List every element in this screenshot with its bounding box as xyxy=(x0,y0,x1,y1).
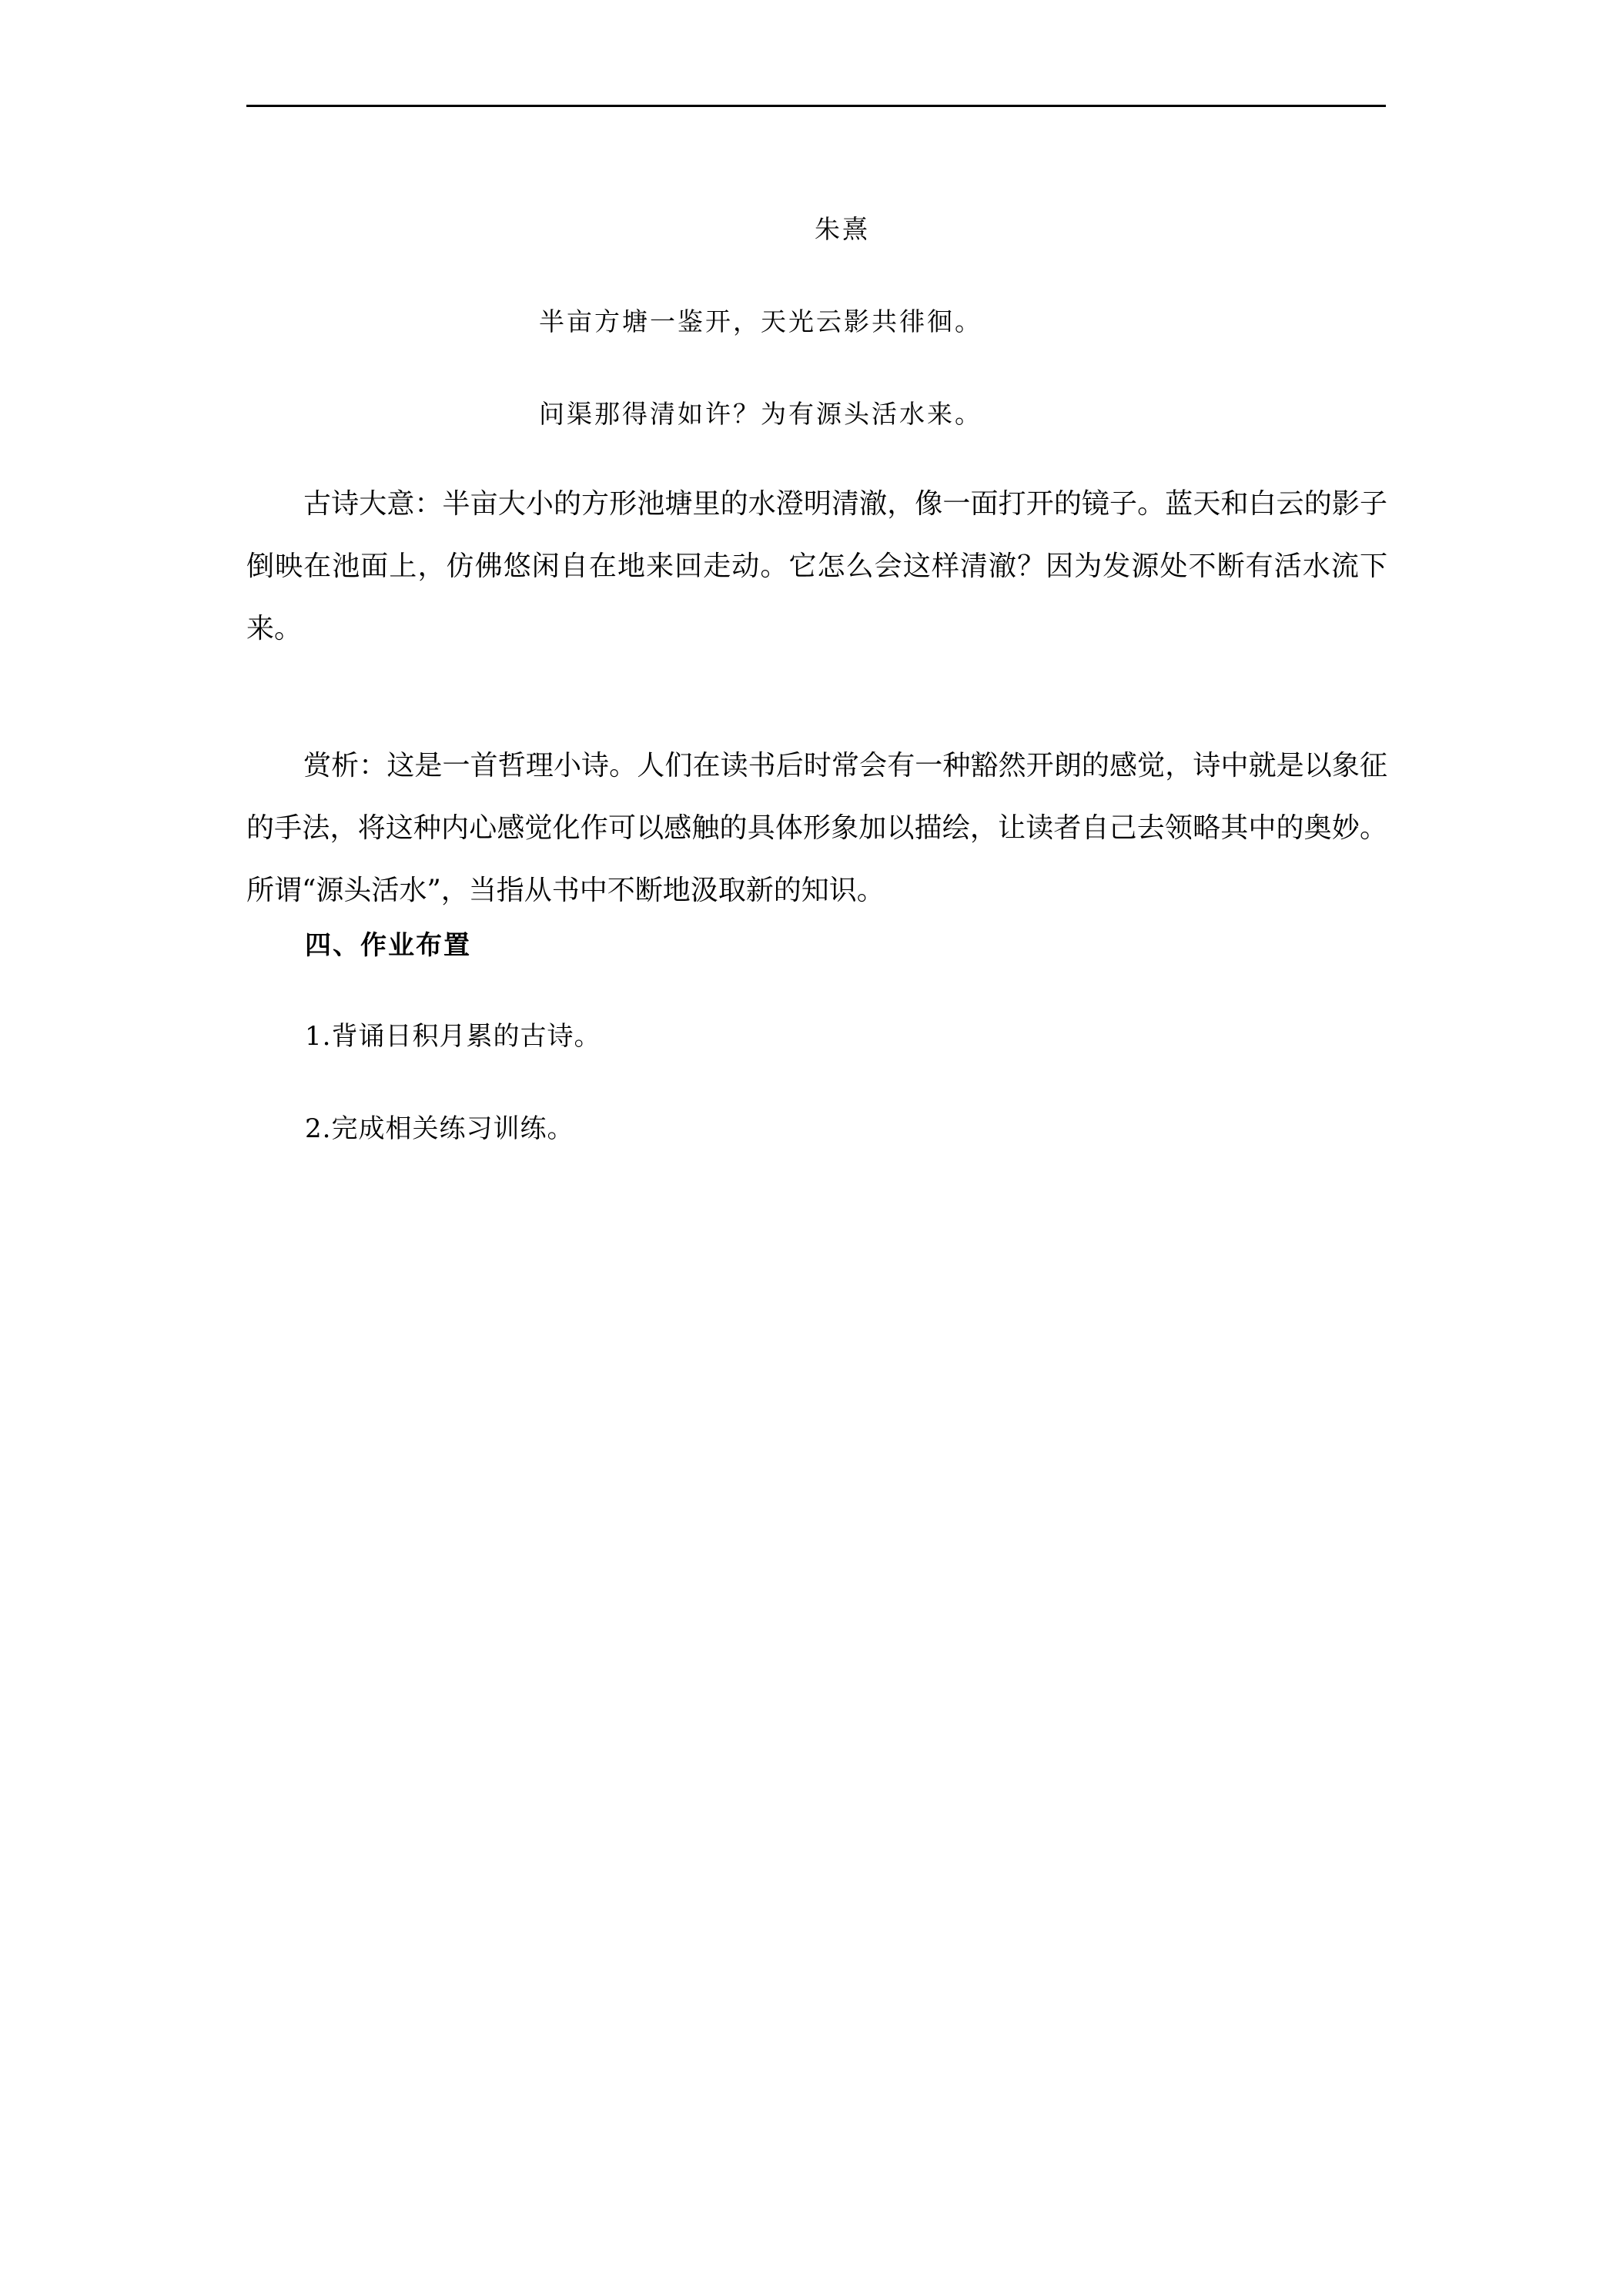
homework-item-1: 1.背诵日积月累的古诗。 xyxy=(305,1021,601,1052)
homework-item-2: 2.完成相关练习训练。 xyxy=(305,1113,574,1144)
header-rule xyxy=(246,105,1386,107)
poem-line-2: 问渠那得清如许？为有源头活水来。 xyxy=(539,399,982,429)
paragraph-meaning: 古诗大意：半亩大小的方形池塘里的水澄明清澈，像一面打开的镜子。蓝天和白云的影子倒映在池面上，仿佛悠闲自在地来回走动。它怎么会这样清澈？因为发源处不断有活水流下来。 xyxy=(246,488,1387,644)
poem-line-1: 半亩方塘一鉴开，天光云影共徘徊。 xyxy=(539,306,982,336)
paragraph-appreciation: 赏析：这是一首哲理小诗。人们在读书后时常会有一种豁然开朗的感觉，诗中就是以象征的手法，将这种内心感觉化作可以感触的具体形象加以描绘，让读者自己去领略其中的奥妙。所谓“源头活水”，当指从书中不断地汲取新的知识。 xyxy=(246,750,1387,906)
poem-author: 朱熹 xyxy=(815,214,870,244)
section-heading-homework: 四、作业布置 xyxy=(305,930,471,961)
